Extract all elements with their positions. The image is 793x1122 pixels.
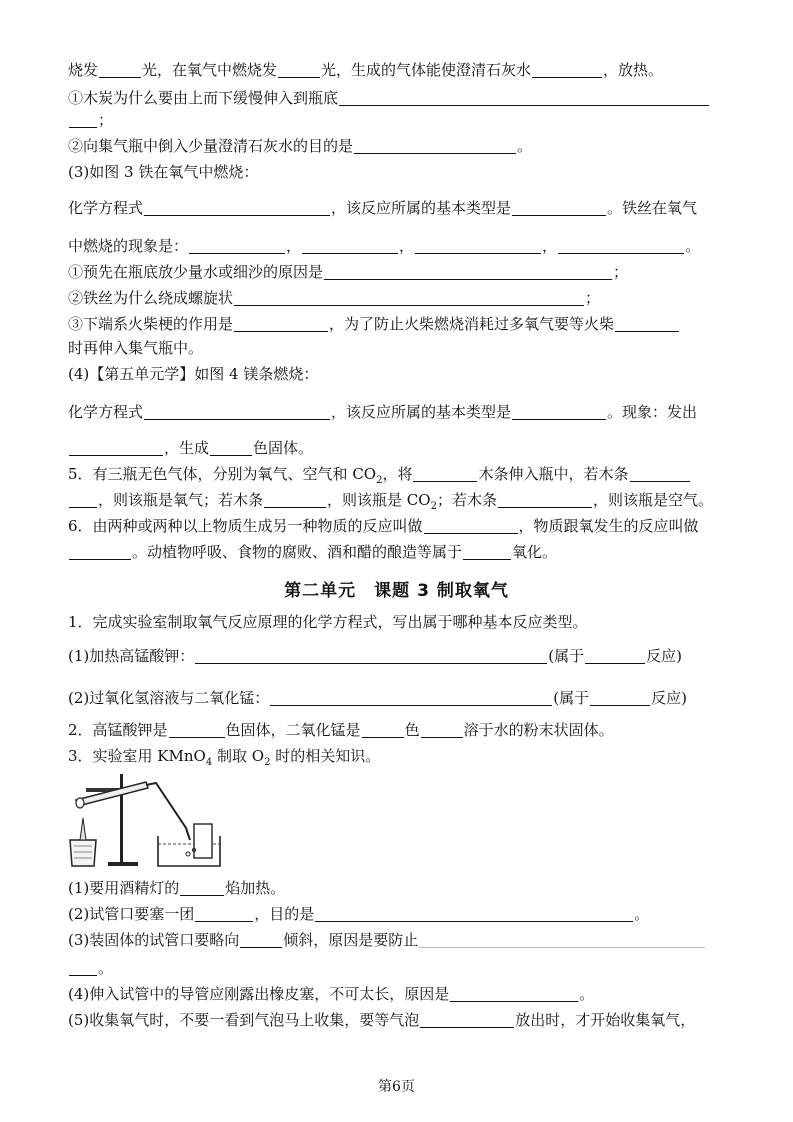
text: 焰加热。 xyxy=(225,879,286,897)
text: ，放热。 xyxy=(603,61,664,79)
line-4 xyxy=(68,136,729,156)
answer-blank[interactable] xyxy=(415,237,541,254)
answer-blank[interactable] xyxy=(69,439,163,456)
answer-blank[interactable] xyxy=(144,403,330,420)
text: 色 xyxy=(404,721,420,739)
answer-blank[interactable] xyxy=(144,199,330,216)
text: ； xyxy=(585,289,601,307)
step-4 xyxy=(68,984,729,1004)
text: 时的相关知识。 xyxy=(270,747,381,765)
text: ，则该瓶是空气。 xyxy=(592,491,713,509)
answer-blank[interactable] xyxy=(512,403,606,420)
answer-blank[interactable] xyxy=(419,931,705,948)
answer-blank[interactable] xyxy=(180,879,224,896)
answer-blank[interactable] xyxy=(69,491,97,508)
answer-blank[interactable] xyxy=(424,517,518,534)
step-3-continued xyxy=(68,958,729,978)
text: (2)过氧化氢溶液与二氧化锰： xyxy=(68,689,270,707)
answer-blank[interactable] xyxy=(69,111,97,128)
text: 烧发 xyxy=(68,61,99,79)
subscript: 4 xyxy=(205,757,213,768)
text: 。 xyxy=(98,959,114,977)
text: 光，在氧气中燃烧发 xyxy=(142,61,278,79)
text: ， xyxy=(286,237,302,255)
text: ，为了防止火柴燃烧消耗过多氧气要等火柴 xyxy=(329,315,615,333)
question-1 xyxy=(68,612,729,632)
text: 6．由两种或两种以上物质生成另一种物质的反应叫做 xyxy=(68,517,423,535)
line-8 xyxy=(68,262,729,282)
stand-base xyxy=(108,862,138,866)
section-title: 第二单元 课题 3 制取氧气 xyxy=(284,581,509,601)
line-13 xyxy=(68,402,729,422)
answer-blank[interactable] xyxy=(234,315,328,332)
apparatus-figure xyxy=(68,770,228,870)
text: ①木炭为什么要由上而下缓慢伸入到瓶底 xyxy=(68,89,339,107)
subscript: 2 xyxy=(264,757,271,768)
line-10 xyxy=(68,314,729,334)
text: ，生成 xyxy=(164,439,210,457)
text: 中燃烧的现象是： xyxy=(68,237,189,255)
line-15 xyxy=(68,464,729,491)
text: ②向集气瓶中倒入少量澄清石灰水的目的是 xyxy=(68,137,354,155)
test-tube-bottom xyxy=(76,798,84,808)
answer-blank[interactable] xyxy=(189,237,285,254)
line-6 xyxy=(68,198,729,218)
text: ，目的是 xyxy=(254,905,315,923)
line-2 xyxy=(68,88,729,108)
text: (1)要用酒精灯的 xyxy=(68,879,180,897)
answer-blank[interactable] xyxy=(450,985,578,1002)
answer-blank[interactable] xyxy=(69,959,97,976)
text: 。 xyxy=(579,985,595,1003)
question-1a xyxy=(68,646,729,666)
answer-blank[interactable] xyxy=(278,61,320,78)
answer-blank[interactable] xyxy=(195,647,547,664)
answer-blank[interactable] xyxy=(339,89,709,106)
flame xyxy=(80,818,86,840)
text: (4)【第五单元学】如图 4 镁条燃烧： xyxy=(68,365,319,383)
line-1 xyxy=(68,60,729,80)
step-5 xyxy=(68,1010,729,1030)
question-1b xyxy=(68,688,729,708)
text: 。 xyxy=(634,905,650,923)
text: 色固体，二氧化锰是 xyxy=(225,721,361,739)
answer-blank[interactable] xyxy=(413,465,477,482)
text: (3)装固体的试管口要略向 xyxy=(68,931,240,949)
text: 5．有三瓶无色气体，分别为氧气、空气和 CO xyxy=(68,465,377,483)
text: ；若木条 xyxy=(436,491,497,509)
answer-blank[interactable] xyxy=(421,721,463,738)
text: ，则该瓶是 CO xyxy=(327,491,431,509)
text: 放出时，才开始收集氧气， xyxy=(515,1011,696,1029)
line-11 xyxy=(68,338,729,358)
answer-blank[interactable] xyxy=(264,491,326,508)
answer-blank[interactable] xyxy=(585,647,645,664)
answer-blank[interactable] xyxy=(498,491,592,508)
text: 溶于水的粉末状固体。 xyxy=(463,721,614,739)
text: ，将 xyxy=(382,465,413,483)
step-2 xyxy=(68,904,729,924)
line-7 xyxy=(68,236,729,256)
line-18 xyxy=(68,542,729,562)
answer-blank[interactable] xyxy=(512,199,606,216)
answer-blank[interactable] xyxy=(532,61,602,78)
answer-blank[interactable] xyxy=(615,315,679,332)
text: 3．实验室用 KMnO xyxy=(68,747,206,765)
text: 。 xyxy=(517,137,533,155)
answer-blank[interactable] xyxy=(354,137,516,154)
text: (3)如图 3 铁在氧气中燃烧： xyxy=(68,163,259,181)
step-3 xyxy=(68,930,729,950)
text: ，物质跟氧发生的反应叫做 xyxy=(518,517,699,535)
text: 氧化。 xyxy=(512,543,558,561)
text: 。动植物呼吸、食物的腐败、酒和醋的酿造等属于 xyxy=(132,543,463,561)
text: 化学方程式 xyxy=(68,403,144,421)
line-17 xyxy=(68,516,729,536)
text: ②铁丝为什么绕成螺旋状 xyxy=(68,289,234,307)
answer-blank[interactable] xyxy=(234,289,584,306)
text: 光，生成的气体能使澄清石灰水 xyxy=(321,61,532,79)
text: 。 xyxy=(685,237,701,255)
answer-blank[interactable] xyxy=(270,689,552,706)
text: 。现象：发出 xyxy=(607,403,698,421)
text: ， xyxy=(542,237,558,255)
answer-blank[interactable] xyxy=(324,263,612,280)
line-12 xyxy=(68,364,729,384)
question-3 xyxy=(68,746,729,773)
text: 2．高锰酸钾是 xyxy=(68,721,168,739)
line-14 xyxy=(68,438,729,458)
subscript: 2 xyxy=(376,475,383,486)
line-3 xyxy=(68,110,729,130)
answer-blank[interactable] xyxy=(420,1011,514,1028)
delivery-tube xyxy=(146,783,190,840)
step-1 xyxy=(68,878,729,898)
test-tube xyxy=(76,782,148,806)
answer-blank[interactable] xyxy=(169,721,225,738)
answer-blank[interactable] xyxy=(463,543,511,560)
page-number: 第6页 xyxy=(378,1079,415,1095)
text: 。铁丝在氧气 xyxy=(607,199,698,217)
answer-blank[interactable] xyxy=(210,439,252,456)
answer-blank[interactable] xyxy=(195,905,253,922)
line-9 xyxy=(68,288,729,308)
text: ， xyxy=(399,237,415,255)
text: 制取 O xyxy=(212,747,265,765)
answer-blank[interactable] xyxy=(315,905,633,922)
text: 木条伸入瓶中，若木条 xyxy=(478,465,629,483)
text: (属于 xyxy=(553,689,590,707)
alcohol-lamp xyxy=(70,840,96,866)
text: (属于 xyxy=(548,647,585,665)
text: ①预先在瓶底放少量水或细沙的原因是 xyxy=(68,263,324,281)
text: ③下端系火柴梗的作用是 xyxy=(68,315,234,333)
text: ； xyxy=(613,263,629,281)
text: 时再伸入集气瓶中。 xyxy=(68,339,204,357)
text: 倾斜，原因是要防止 xyxy=(283,931,419,949)
gas-collecting-bottle xyxy=(194,824,212,858)
text: 1．完成实验室制取氧气反应原理的化学方程式，写出属于哪种基本反应类型。 xyxy=(68,613,588,631)
text: ； xyxy=(98,111,114,129)
text: (4)伸入试管中的导管应刚露出橡皮塞，不可太长，原因是 xyxy=(68,985,450,1003)
answer-blank[interactable] xyxy=(302,237,398,254)
answer-blank[interactable] xyxy=(362,721,404,738)
answer-blank[interactable] xyxy=(590,689,650,706)
text: 反应) xyxy=(646,647,682,665)
text: 反应) xyxy=(651,689,687,707)
answer-blank[interactable] xyxy=(630,465,690,482)
answer-blank[interactable] xyxy=(99,61,141,78)
line-5 xyxy=(68,162,729,182)
text: (5)收集氧气时，不要一看到气泡马上收集，要等气泡 xyxy=(68,1011,420,1029)
text: ，则该瓶是氧气；若木条 xyxy=(98,491,264,509)
line-16 xyxy=(68,490,729,517)
bubble xyxy=(186,852,190,856)
text: (2)试管口要塞一团 xyxy=(68,905,195,923)
answer-blank[interactable] xyxy=(558,237,684,254)
question-2 xyxy=(68,720,729,740)
answer-blank[interactable] xyxy=(240,931,282,948)
text: ，该反应所属的基本类型是 xyxy=(331,199,512,217)
text: 色固体。 xyxy=(253,439,314,457)
text: (1)加热高锰酸钾： xyxy=(68,647,195,665)
text: 化学方程式 xyxy=(68,199,144,217)
text: ，该反应所属的基本类型是 xyxy=(331,403,512,421)
subscript: 2 xyxy=(430,501,437,512)
answer-blank[interactable] xyxy=(69,543,131,560)
